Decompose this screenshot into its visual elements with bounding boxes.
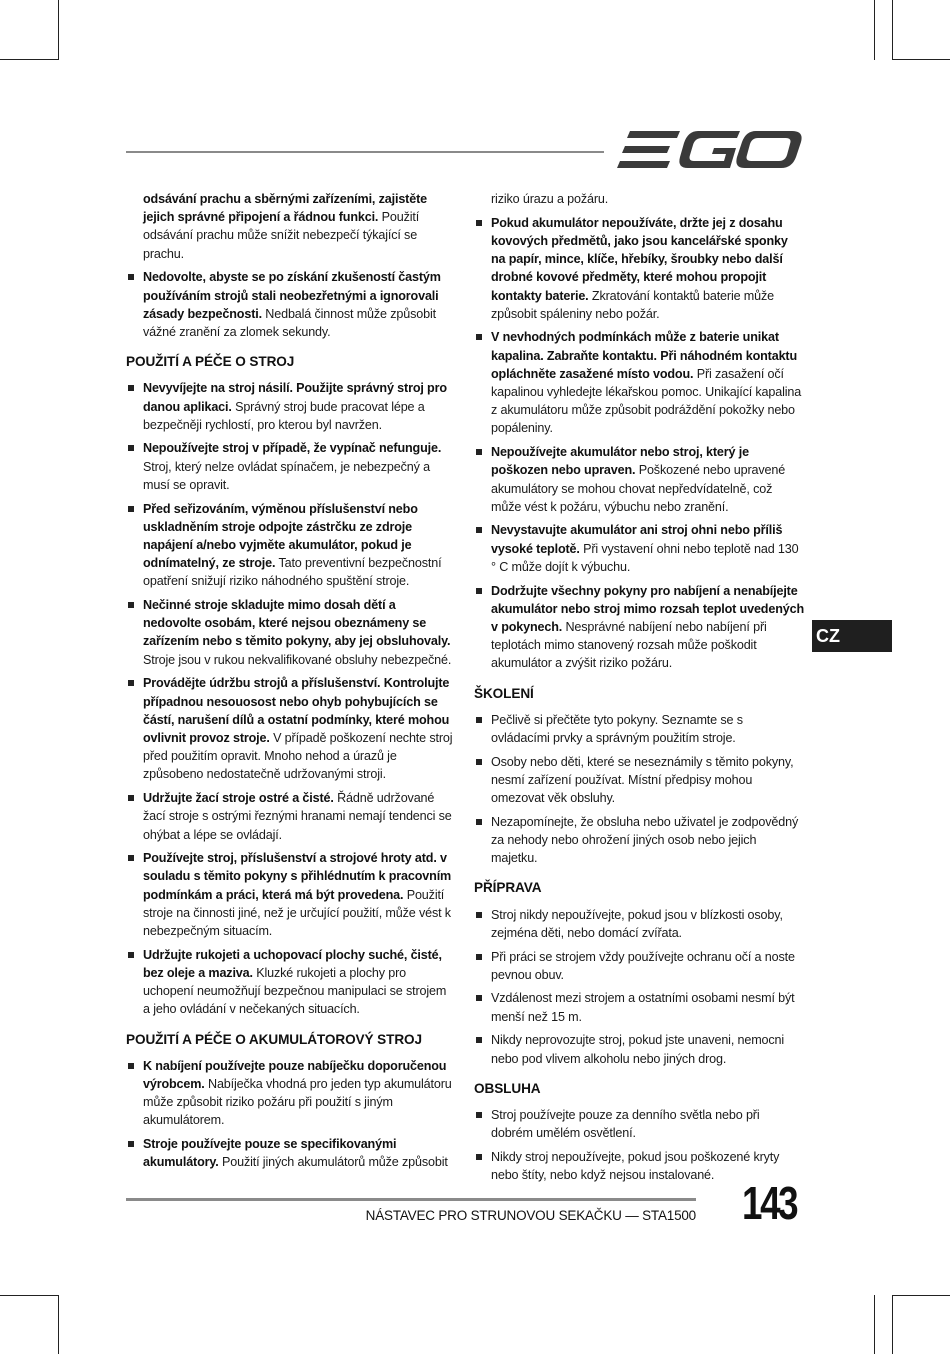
- list-item: [474, 989, 804, 1025]
- item-text: Při vystavení ohni nebo teplotě nad 130 ° C může dojít k výbuchu.: [491, 541, 799, 574]
- list-item: [474, 906, 804, 942]
- item-bold-text: K nabíjení používejte pouze nabíječku doporučenou výrobcem.: [143, 1058, 447, 1091]
- item-text: Nikdy stroj nepoužívejte, pokud jsou poškozené kryty nebo štíty, nebo když nejsou instalované.: [491, 1149, 780, 1183]
- list-item: [126, 1135, 456, 1171]
- item-bold-text: Udržujte žací stroje ostré a čisté.: [143, 791, 334, 806]
- item-bold-text: Nevyvíjejte na stroj násilí. Použijte správný stroj pro danou aplikaci.: [143, 381, 447, 414]
- crop-mark: [58, 1295, 59, 1354]
- item-text: Osoby nebo děti, které se neseznámily s těmito pokyny, nesmí zařízení používat. Místní předpisy mohou omezovat věk obsluhy.: [491, 754, 794, 806]
- item-text: Pečlivě si přečtěte tyto pokyny. Seznamte se s ovládacími prvky a správným použitím stroje.: [491, 712, 743, 745]
- bullet-icon: [128, 795, 134, 801]
- item-text: Nabíječka vhodná pro jeden typ akumulátoru může způsobit riziko požáru při použití s jiným akumulátorem.: [143, 1076, 452, 1128]
- item-text: Při práci se strojem vždy používejte ochranu očí a noste pevnou obuv.: [491, 949, 795, 982]
- list-item: [126, 946, 456, 1019]
- bullet-icon: [476, 995, 482, 1001]
- bullet-icon: [476, 220, 482, 226]
- list-item: [474, 1106, 804, 1142]
- item-text: Stroje jsou v rukou nekvalifikované obsluhy nebezpečné.: [143, 652, 452, 667]
- header-rule: [126, 151, 604, 153]
- bullet-icon: [128, 385, 134, 391]
- item-bold-text: Před seřizováním, výměnou příslušenství nebo uskladněním stroje odpojte zástrčku ze zdroje napájení a/nebo vyjměte akumulátor, pokud je odnímatelný, ze stroje.: [143, 501, 418, 571]
- list-item: [474, 582, 804, 673]
- list-item: [474, 328, 804, 437]
- item-text: Správný stroj bude pracovat lépe a bezpečněji rychlostí, pro kterou byl navržen.: [143, 399, 425, 432]
- item-text: V případě poškození nechte stroj před použitím opravit. Mnoho nehod a úrazů je způsobeno nedostatečně udržovanými stroji.: [143, 730, 453, 782]
- item-text: Při zasažení očí kapalinou vyhledejte lékařskou pomoc. Unikající kapalina z akumulátoru může způsobit podráždění pokožky nebo popáleniny.: [491, 366, 802, 436]
- item-bold-text: Používejte stroj, příslušenství a strojové hroty atd. v souladu s těmito pokyny s přihlédnutím k pracovním podmínkám a práci, která má být provedena.: [143, 851, 452, 902]
- crop-mark: [892, 1295, 950, 1296]
- item-text: Stroj, který nelze ovládat spínačem, je nebezpečný a musí se opravit.: [143, 459, 430, 492]
- bullet-icon: [476, 954, 482, 960]
- bullet-icon: [476, 1154, 482, 1160]
- item-text: Použití jiných akumulátorů může způsobit: [218, 1155, 448, 1170]
- item-bold-text: Pokud akumulátor nepoužíváte, držte jej z dosahu kovových předmětů, jako jsou kancelářské sponky na papír, mince, klíče, hřebíky, šroubky nebo další drobné kovové předměty, které mohou propojit kontakty baterie.: [491, 215, 788, 303]
- item-text: Tato preventivní bezpečnostní opatření snižují riziko náhodného spuštění stroje.: [143, 556, 442, 589]
- section-heading: POUŽITÍ A PÉČE O STROJ: [126, 354, 295, 370]
- list-item: [126, 439, 456, 494]
- item-bold-text: Nepoužívejte stroj v případě, že vypínač nefunguje.: [143, 441, 442, 456]
- list-item: [474, 214, 804, 323]
- item-text: Poškozené nebo upravené akumulátory se mohou chovat nepředvídatelně, což může vést k požáru, výbuchu nebo zranění.: [491, 463, 786, 514]
- section-heading: POUŽITÍ A PÉČE O AKUMULÁTOROVÝ STROJ: [126, 1031, 422, 1047]
- crop-mark: [0, 1295, 58, 1296]
- list-item: [126, 379, 456, 434]
- footer-title: NÁSTAVEC PRO STRUNOVOU SEKAČKU — STA1500: [365, 1208, 696, 1223]
- list-item: [126, 849, 456, 940]
- list-item: [474, 1031, 804, 1067]
- item-text: Kluzké rukojeti a plochy pro uchopení neumožňují bezpečnou manipulaci se strojem a jeho ovládání v nečekaných situacích.: [143, 965, 447, 1017]
- item-text: Použití stroje na činnosti jiné, než je určující použití, může vést k nebezpečným situacím.: [143, 887, 451, 939]
- bullet-icon: [476, 1112, 482, 1118]
- item-text: Nedbalá činnost může způsobit vážné zranění za zlomek sekundy.: [143, 306, 436, 339]
- bullet-icon: [476, 912, 482, 918]
- item-bold-text: V nevhodných podmínkách může z baterie unikat kapalina. Zabraňte kontaktu. Při náhodném kontaktu opláchněte zasažené místo vodou.: [491, 330, 798, 381]
- list-item: [126, 190, 456, 263]
- crop-mark: [892, 59, 950, 60]
- item-text: Nezapomínejte, že obsluha nebo uživatel je zodpovědný za nehody nebo ohrožení jiných osob nebo jejich majetku.: [491, 814, 799, 866]
- item-text: riziko úrazu a požáru.: [491, 192, 609, 206]
- bullet-icon: [128, 1141, 134, 1147]
- list-item: [126, 500, 456, 591]
- section-heading: ŠKOLENÍ: [474, 685, 534, 701]
- item-text: Použití odsávání prachu může snížit nebezpečí týkající se prachu.: [143, 210, 420, 261]
- item-bold-text: odsávání prachu a sběrnými zařízeními, zajistěte jejich správné připojení a řádnou funkci.: [143, 192, 427, 225]
- bullet-icon: [476, 449, 482, 455]
- item-text: Řádně udržované žací stroje s ostrými řeznými hranami nemají tendenci se ohýbat a lépe se ovládají.: [143, 791, 452, 842]
- bullet-icon: [128, 952, 134, 958]
- list-item: [474, 948, 804, 984]
- list-item: [474, 443, 804, 516]
- crop-mark: [0, 59, 58, 60]
- bullet-icon: [476, 527, 482, 533]
- bullet-icon: [476, 588, 482, 594]
- bullet-icon: [476, 717, 482, 723]
- item-text: Vzdálenost mezi strojem a ostatními osobami nesmí být menší než 15 m.: [491, 991, 795, 1024]
- language-tab: CZ: [812, 620, 892, 652]
- item-bold-text: Nepoužívejte akumulátor nebo stroj, který je poškozen nebo upraven.: [491, 445, 749, 478]
- bullet-icon: [476, 819, 482, 825]
- list-item: [474, 190, 804, 208]
- item-bold-text: Nedovolte, abyste se po získání zkušeností častým používáním strojů stali neobezřetnými a ignorovali zásady bezpečnosti.: [143, 270, 441, 321]
- crop-mark: [892, 0, 893, 60]
- right-column: [474, 190, 804, 1190]
- bullet-icon: [128, 680, 134, 686]
- item-bold-text: Udržujte rukojeti a uchopovací plochy suché, čisté, bez oleje a maziva.: [143, 947, 442, 980]
- item-text: Nikdy neprovozujte stroj, pokud jste unaveni, nemocni nebo pod vlivem alkoholu nebo jiných drog.: [491, 1033, 785, 1066]
- list-item: [474, 753, 804, 808]
- bullet-icon: [476, 334, 482, 340]
- bullet-icon: [128, 445, 134, 451]
- crop-mark: [58, 0, 59, 60]
- bullet-icon: [128, 506, 134, 512]
- list-item: [474, 711, 804, 747]
- bullet-icon: [128, 274, 134, 280]
- page-number: 143: [742, 1177, 797, 1229]
- left-column: [126, 190, 456, 1177]
- item-text: Zkratování kontaktů baterie může způsobit spáleniny nebo požár.: [491, 288, 774, 321]
- footer-rule: [126, 1198, 696, 1201]
- crop-mark: [874, 1295, 875, 1354]
- item-text: Nesprávné nabíjení nebo nabíjení při teplotách mimo stanovený rozsah může poškodit akumulátor a zvýšit riziko požáru.: [491, 619, 767, 671]
- bullet-icon: [128, 855, 134, 861]
- bullet-icon: [128, 602, 134, 608]
- crop-mark: [892, 1295, 893, 1354]
- item-bold-text: Stroje používejte pouze se specifikovanými akumulátory.: [143, 1137, 397, 1170]
- crop-mark: [874, 0, 875, 60]
- item-bold-text: Provádějte údržbu strojů a příslušenství. Kontrolujte případnou nesouosost nebo ohyb pohybujících se částí, narušení dílů a ostatní podmínky, které mohou ovlivnit provoz stroje.: [143, 676, 450, 745]
- section-heading: PŘÍPRAVA: [474, 880, 542, 896]
- list-item: [474, 813, 804, 868]
- item-text: Stroj nikdy nepoužívejte, pokud jsou v blízkosti osoby, zejména děti, nebo domácí zvířata.: [491, 907, 783, 940]
- list-item: [126, 674, 456, 783]
- bullet-icon: [476, 1037, 482, 1043]
- item-text: Stroj používejte pouze za denního světla nebo při dobrém umělém osvětlení.: [491, 1107, 760, 1141]
- list-item: [126, 789, 456, 844]
- bullet-icon: [476, 759, 482, 765]
- ego-logo: [616, 128, 802, 172]
- list-item: [474, 521, 804, 576]
- item-bold-text: Nečinné stroje skladujte mimo dosah dětí a nedovolte osobám, které nejsou obeznámeny se zařízením nebo s těmito pokyny, aby jej obsluhovaly.: [143, 598, 451, 649]
- section-heading: OBSLUHA: [474, 1080, 541, 1096]
- list-item: [126, 268, 456, 341]
- item-bold-text: Dodržujte všechny pokyny pro nabíjení a nenabíjejte akumulátor nebo stroj mimo rozsah teplot uvedených v pokynech.: [491, 583, 804, 634]
- list-item: [126, 1057, 456, 1130]
- bullet-icon: [128, 1063, 134, 1069]
- item-bold-text: Nevystavujte akumulátor ani stroj ohni nebo příliš vysoké teplotě.: [491, 523, 783, 556]
- list-item: [126, 596, 456, 669]
